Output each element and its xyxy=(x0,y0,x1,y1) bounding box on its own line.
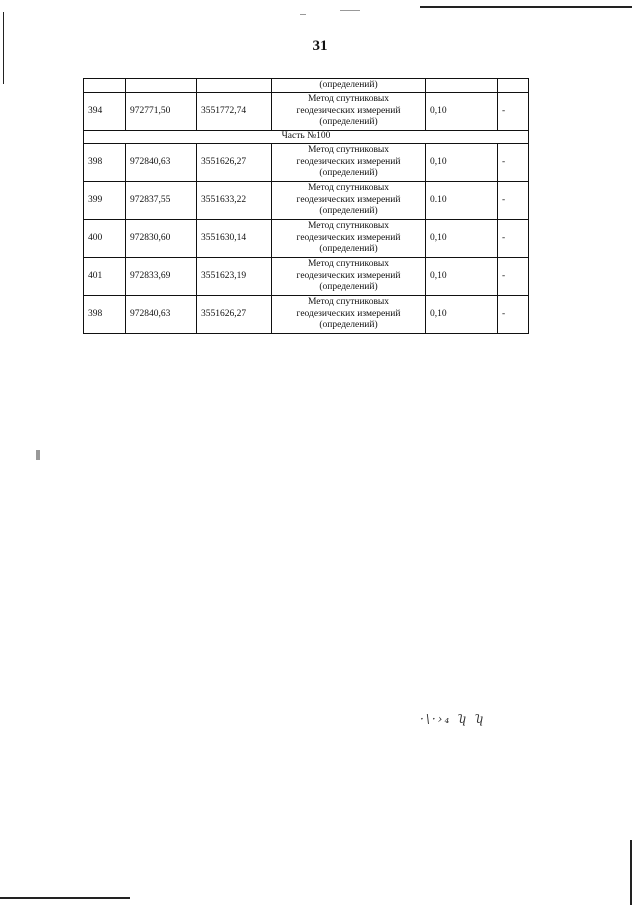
cell-method-fragment: (определений) xyxy=(272,79,426,93)
cell-method xyxy=(272,93,426,131)
table-row xyxy=(84,144,529,182)
table-row xyxy=(84,93,529,131)
cell-point-number: 394 xyxy=(84,93,126,131)
method-line: (определений) xyxy=(319,320,378,331)
method-line: Метод спутниковых xyxy=(307,145,390,156)
cell-point-number: 401 xyxy=(84,258,126,296)
scan-speck xyxy=(340,10,360,11)
cell-method xyxy=(272,220,426,258)
cell-point-number: 400 xyxy=(84,220,126,258)
cell-coordinate-y: 3551626,27 xyxy=(197,296,272,334)
cell-note: - xyxy=(498,220,529,258)
method-line: геодезических измерений xyxy=(296,308,401,319)
method-line: Метод спутниковых xyxy=(307,94,390,105)
cell-point-number: 398 xyxy=(84,144,126,182)
cell-coordinate-y: 3551630,14 xyxy=(197,220,272,258)
method-line: геодезических измерений xyxy=(296,156,401,167)
method-line: геодезических измерений xyxy=(296,105,401,116)
cell-note: - xyxy=(498,93,529,131)
cell-method xyxy=(272,182,426,220)
method-line: (определений) xyxy=(319,168,378,179)
cell-coordinate-x: 972840,63 xyxy=(126,144,197,182)
method-line: (определений) xyxy=(319,206,378,217)
method-line: Метод спутниковых xyxy=(307,221,390,232)
cell-empty xyxy=(197,79,272,93)
page-number: 31 xyxy=(312,38,328,54)
scan-edge-line-top-right xyxy=(420,6,632,8)
cell-coordinate-x: 972837,55 xyxy=(126,182,197,220)
cell-method xyxy=(272,296,426,334)
cell-coordinate-x: 972771,50 xyxy=(126,93,197,131)
scan-speck xyxy=(300,14,306,15)
cell-error: 0,10 xyxy=(426,93,498,131)
table-row xyxy=(84,220,529,258)
cell-note: - xyxy=(498,144,529,182)
cell-error: 0,10 xyxy=(426,144,498,182)
cell-error: 0,10 xyxy=(426,296,498,334)
section-row xyxy=(84,131,529,144)
scan-edge-line-right xyxy=(630,840,632,905)
method-line: геодезических измерений xyxy=(296,232,401,243)
section-title: Часть №100 xyxy=(84,131,529,144)
table-row xyxy=(84,182,529,220)
table-row xyxy=(84,296,529,334)
scan-edge-line-bottom xyxy=(0,897,130,899)
scan-speck xyxy=(36,450,40,460)
cell-coordinate-y: 3551626,27 xyxy=(197,144,272,182)
cell-coordinate-y: 3551633,22 xyxy=(197,182,272,220)
cell-empty xyxy=(498,79,529,93)
table-row xyxy=(84,258,529,296)
cell-coordinate-x: 972830,60 xyxy=(126,220,197,258)
method-line: Метод спутниковых xyxy=(307,297,390,308)
method-line: геодезических измерений xyxy=(296,194,401,205)
handwritten-note: ·\·›₄ ʮ ʮ xyxy=(420,712,486,726)
cell-empty xyxy=(126,79,197,93)
method-line: (определений) xyxy=(319,244,378,255)
cell-error: 0.10 xyxy=(426,182,498,220)
cell-method xyxy=(272,144,426,182)
table-row-continued xyxy=(84,79,529,93)
cell-note: - xyxy=(498,296,529,334)
coordinates-table xyxy=(83,78,529,334)
cell-empty xyxy=(84,79,126,93)
method-line: геодезических измерений xyxy=(296,270,401,281)
method-line: Метод спутниковых xyxy=(307,183,390,194)
cell-note: - xyxy=(498,258,529,296)
cell-point-number: 399 xyxy=(84,182,126,220)
cell-method xyxy=(272,258,426,296)
method-line: (определений) xyxy=(319,282,378,293)
cell-coordinate-x: 972833,69 xyxy=(126,258,197,296)
method-line: (определений) xyxy=(319,117,378,128)
cell-error: 0,10 xyxy=(426,220,498,258)
cell-point-number: 398 xyxy=(84,296,126,334)
cell-empty xyxy=(426,79,498,93)
cell-error: 0,10 xyxy=(426,258,498,296)
cell-coordinate-y: 3551772,74 xyxy=(197,93,272,131)
cell-coordinate-y: 3551623,19 xyxy=(197,258,272,296)
method-line: Метод спутниковых xyxy=(307,259,390,270)
cell-coordinate-x: 972840,63 xyxy=(126,296,197,334)
cell-note: - xyxy=(498,182,529,220)
